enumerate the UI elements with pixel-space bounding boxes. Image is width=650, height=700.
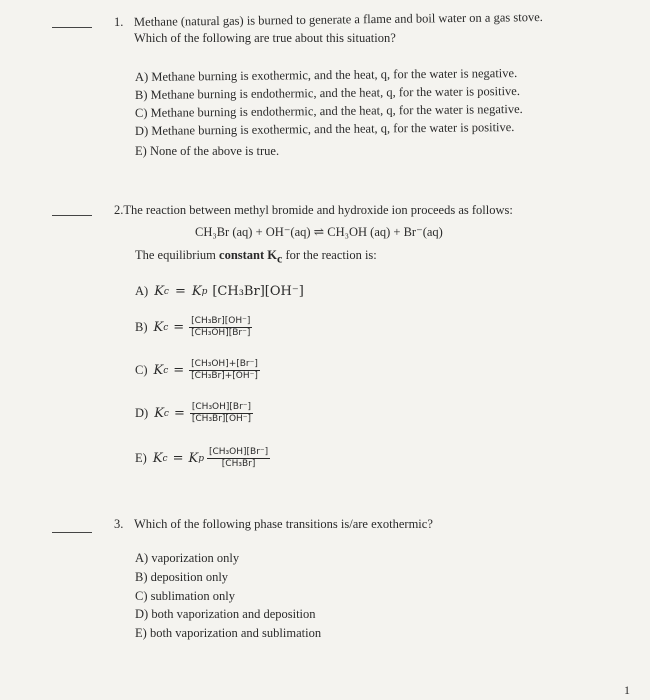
q3-answer-blank[interactable] — [52, 532, 92, 533]
q2-option-c: C) K c = $\frac{\text{[CH₃OH]+[Br⁻]}}{\text{[CH₃Br]+[OH⁻]}}$ — [135, 359, 258, 381]
q2-option-d: D) K c = $\frac{\text{[CH₃OH][Br⁻]}}{\text{[CH₃Br][OH⁻]}}$ — [135, 402, 252, 424]
q3-number: 3. — [114, 517, 124, 531]
q2-option-e: E) K c = K p $\frac{\text{[CH₃OH][Br⁻]}}{\text{[CH₃Br]}}$ — [135, 447, 269, 469]
q2-option-a: A) K c = K p [CH₃Br][OH⁻] — [135, 284, 304, 299]
q1-answer-blank[interactable] — [52, 27, 92, 28]
q1-option-a: A) Methane burning is exothermic, and the heat, q, for the water is negative. — [134, 65, 518, 84]
q3-option-e: E) both vaporization and sublimation — [135, 626, 322, 640]
q1-option-c: C) Methane burning is endothermic, and the heat, q, for the water is negative. — [134, 101, 523, 120]
page-number: 1 — [624, 683, 630, 697]
q1-stem-line2: Which of the following are true about this situation? — [134, 31, 396, 45]
q1-stem-line1: Methane (natural gas) is burned to generate a flame and boil water on a gas stove. — [133, 10, 543, 29]
q3-option-c: C) sublimation only — [135, 589, 235, 603]
q2-answer-blank[interactable] — [52, 215, 92, 216]
q1-number: 1. — [114, 15, 124, 29]
q2-reaction: CH₃Br (aq) + OH⁻(aq) ⇌ CH₃OH (aq) + Br⁻(aq) — [195, 225, 443, 239]
q3-option-a: A) vaporization only — [135, 551, 240, 565]
q1-option-b: B) Methane burning is endothermic, and the heat, q, for the water is positive. — [134, 83, 521, 102]
q2-option-b: B) K c = $\frac{\text{[CH₃Br][OH⁻]}}{\text{[CH₃OH][Br⁻]}}$ — [135, 316, 251, 338]
q1-option-e: E) None of the above is true. — [135, 144, 280, 158]
q2-stem: 2.The reaction between methyl bromide and hydroxide ion proceeds as follows: — [114, 203, 513, 217]
q2-prompt: The equilibrium constant $K_c$ for the reaction is: — [135, 248, 377, 266]
q3-stem: Which of the following phase transitions is/are exothermic? — [134, 517, 433, 531]
q1-option-d: D) Methane burning is exothermic, and the heat, q, for the water is positive. — [134, 120, 515, 138]
q3-option-b: B) deposition only — [135, 570, 229, 584]
q3-option-d: D) both vaporization and deposition — [135, 607, 316, 621]
